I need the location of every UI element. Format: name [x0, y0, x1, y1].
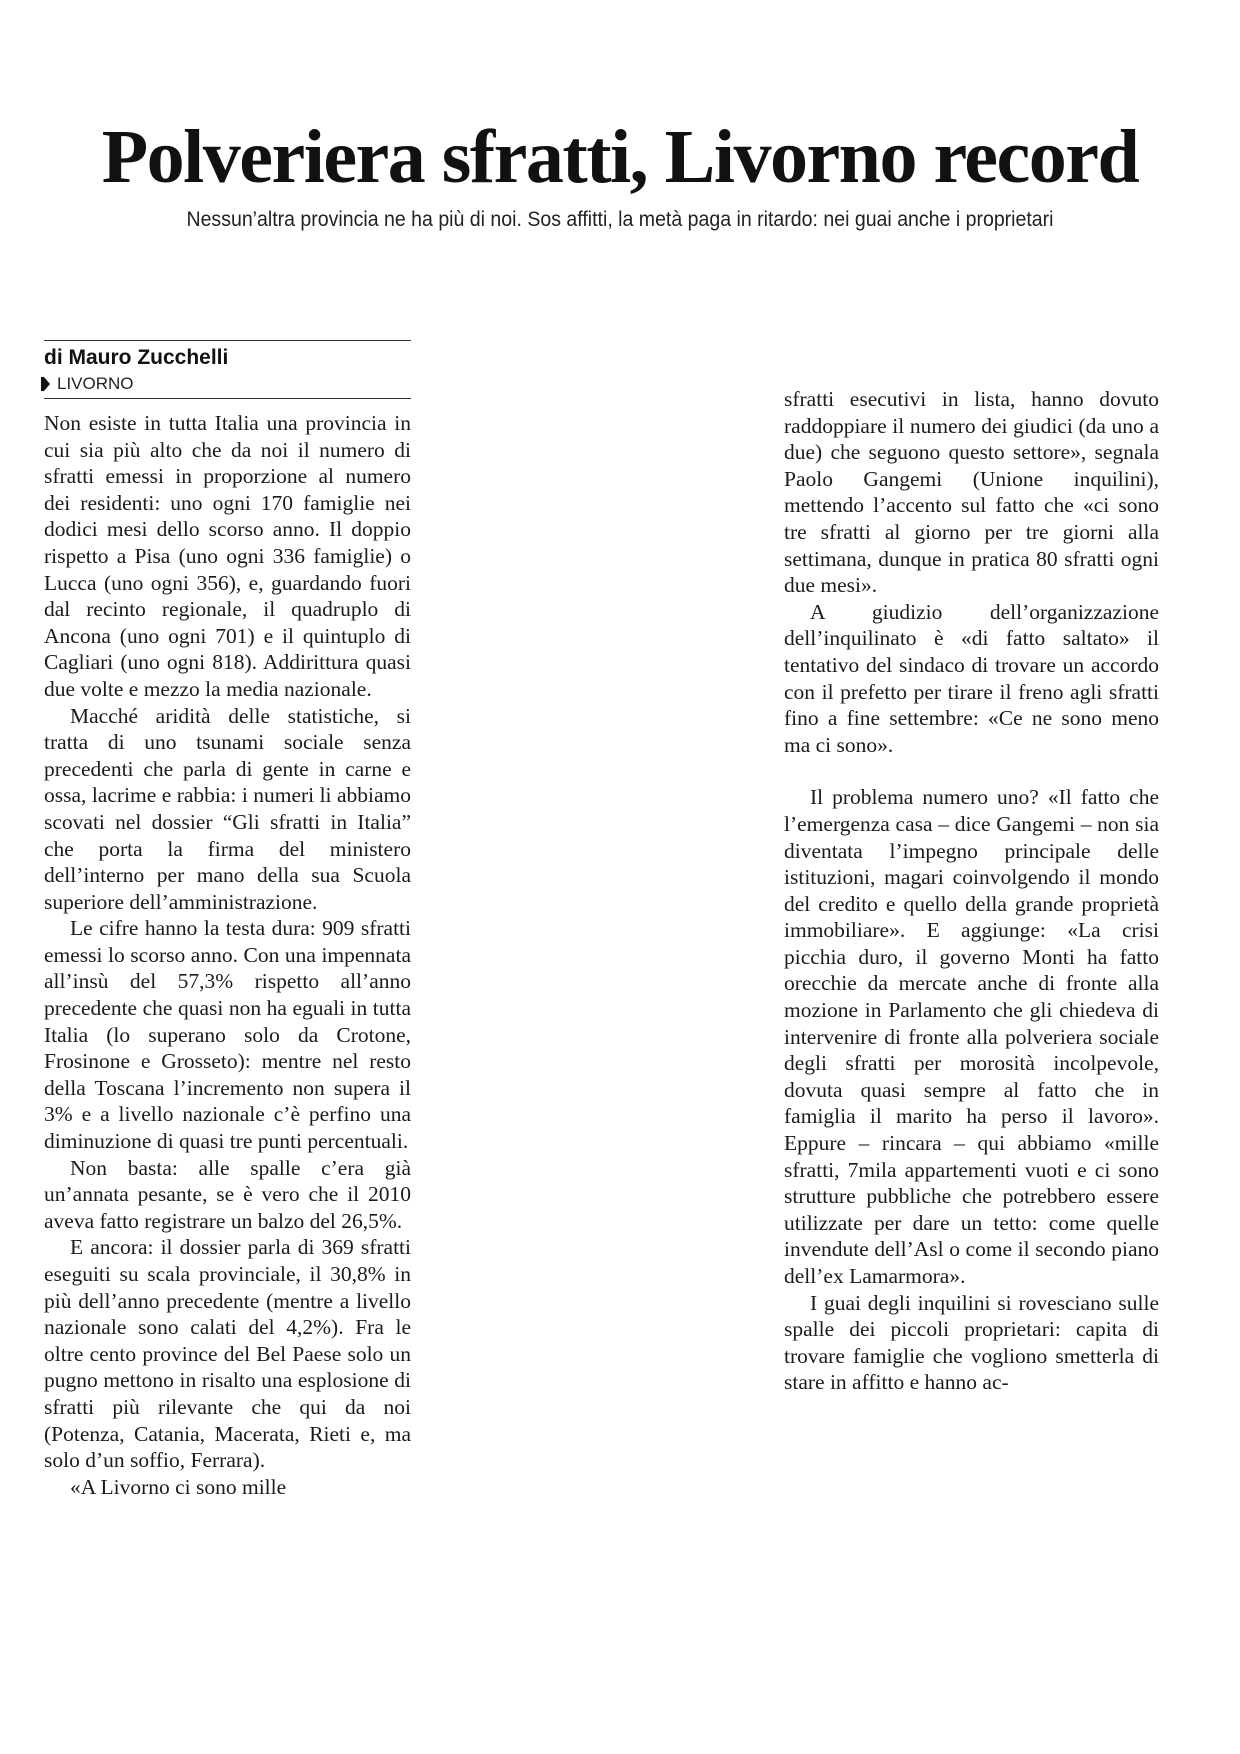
dateline-location: LIVORNO	[57, 374, 134, 393]
paragraph: Il problema numero uno? «Il fatto che l’emergenza casa – dice Gangemi – non sia diventata l’impegno principale delle istituzioni, magari coinvolgendo il mondo del credito e quello della grande proprietà immobiliare». E aggiunge: «La crisi picchia duro, il governo Monti ha fatto orecchie da mercate anche di fronte alla mozione in Parlamento che gli chiedeva di intervenire di fronte alla polveriera sociale degli sfratti per morosità incolpevole, dovuta quasi sempre al fatto che in famiglia il marito ha perso il lavoro». Eppure – rincara – qui abbiamo «mille sfratti, 7mila appartementi vuoti e ci sono strutture pubbliche che potrebbero essere utilizzate per dare un tetto: come quelle invendute dell’Asl o come il secondo piano dell’ex Lamarmora».	[784, 785, 1159, 1288]
paragraph: Le cifre hanno la testa dura: 909 sfratti emessi lo scorso anno. Con una impennata all’insù del 57,3% rispetto all’anno precedente che quasi non ha eguali in tutta Italia (lo superano solo da Crotone, Frosinone e Grosseto): mentre nel resto della Toscana l’incremento non supera il 3% e a livello nazionale c’è perfino una diminuzione di quasi tre punti percentuali.	[44, 916, 411, 1154]
paragraph: «A Livorno ci sono mille	[70, 1474, 287, 1499]
paragraph: E ancora: il dossier parla di 369 sfratti eseguiti su scala provinciale, il 30,8% in più dell’anno precedente (mentre a livello nazionale sono calati del 4,2%). Fra le oltre cento province del Bel Paese solo un pugno mettono in risalto una esplosione di sfratti più rilevante che qui da noi (Potenza, Catania, Macerata, Rieti e, ma solo d’un soffio, Ferrara).	[44, 1235, 411, 1473]
paragraph: A giudizio dell’organizzazione dell’inquilinato è «di fatto saltato» il tentativo del sindaco di trovare un accordo con il prefetto per tirare il freno agli sfratti fino a fine settembre: «Ce ne sono meno ma ci sono».	[784, 599, 1159, 757]
byline	[44, 340, 411, 399]
dateline	[44, 373, 411, 395]
article-column-left	[44, 410, 411, 1750]
subheadline: Nessun’altra provincia ne ha più di noi. Sos affitti, la metà paga in ritardo: nei guai anche i proprietari	[186, 208, 1054, 231]
paragraph: Non basta: alle spalle c’era già un’annata pesante, se è vero che il 2010 aveva fatto registrare un balzo del 26,5%.	[44, 1155, 411, 1233]
byline-top-rule	[44, 340, 411, 341]
paragraph: I guai degli inquilini si rovesciano sulle spalle dei piccoli proprietari: capita di trovare famiglie che vogliono smetterla di stare in affitto e hanno ac-	[784, 1290, 1159, 1395]
author-name: di Mauro Zucchelli	[44, 346, 229, 369]
paragraph: Non esiste in tutta Italia una provincia in cui sia più alto che da noi il numero di sfratti emessi in proporzione al numero dei residenti: uno ogni 170 famiglie nei dodici mesi dello scorso anno. Il doppio rispetto a Pisa (uno ogni 336 famiglie) o Lucca (uno ogni 356), e, guardando fuori dal recinto regionale, il quadruplo di Ancona (uno ogni 701) e il quintuplo di Cagliari (uno ogni 818). Addirittura quasi due volte e mezzo la media nazionale.	[44, 411, 411, 701]
paragraph: Macché aridità delle statistiche, si tratta di uno tsunami sociale senza precedenti che parla di gente in carne e ossa, lacrime e rabbia: i numeri li abbiamo scovati nel dossier “Gli sfratti in Italia” che porta la firma del ministero dell’interno per mano della sua Scuola superiore dell’amministrazione.	[44, 703, 411, 914]
paragraph: sfratti esecutivi in lista, hanno dovuto raddoppiare il numero dei giudici (da uno a due) che seguono questo settore», segnala Paolo Gangemi (Unione inquilini), mettendo l’accento sul fatto che «ci sono tre sfratti al giorno per tre giorni alla settimana, dunque in pratica 80 sfratti ogni due mesi».	[784, 387, 1159, 598]
article-column-right	[784, 386, 1159, 1396]
byline-bottom-rule	[44, 398, 411, 399]
dateline-marker-icon	[44, 377, 50, 391]
headline: Polveriera sfratti, Livorno record	[101, 115, 1139, 199]
